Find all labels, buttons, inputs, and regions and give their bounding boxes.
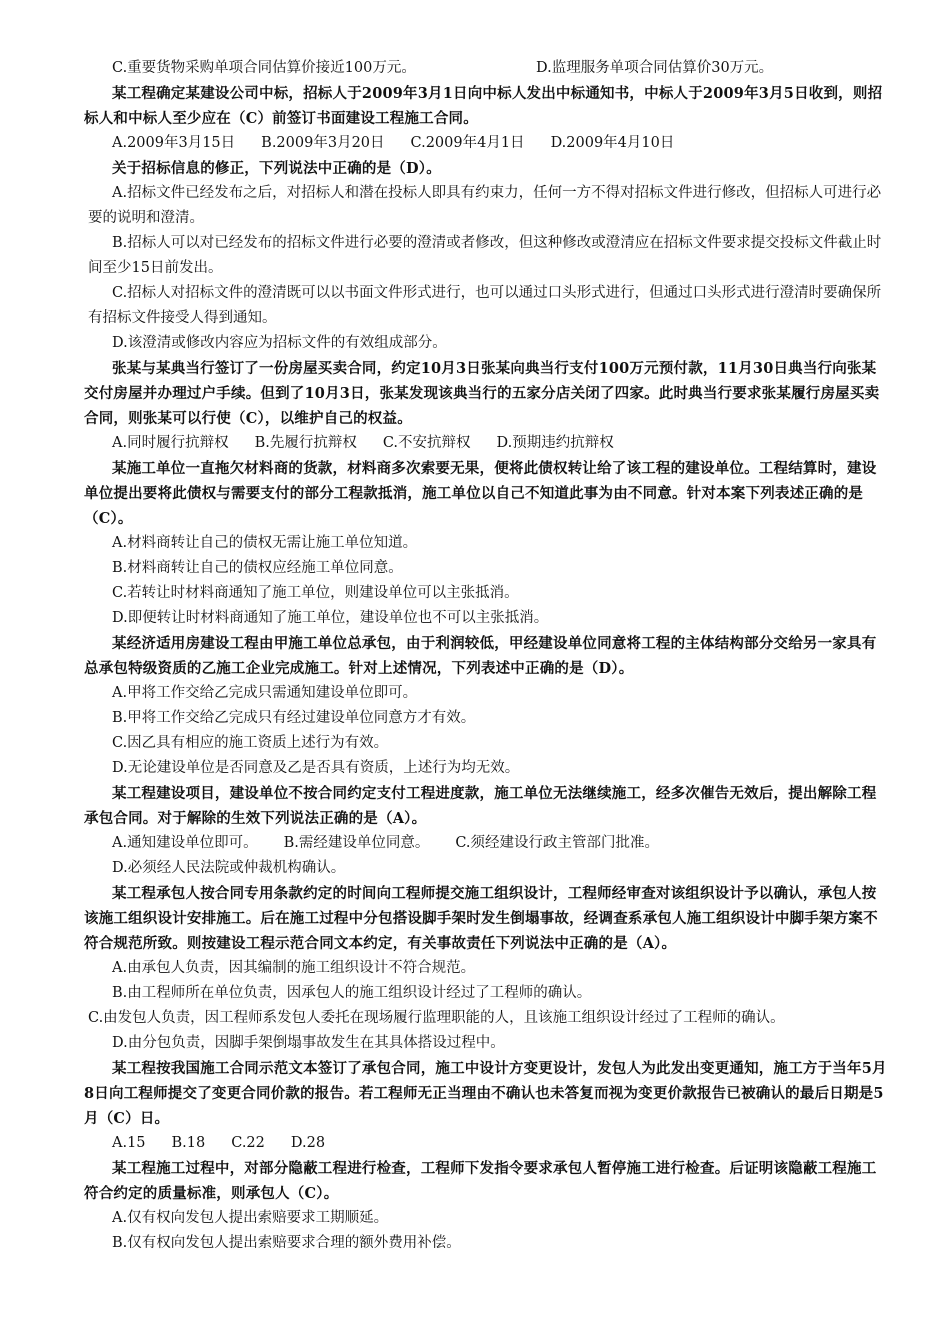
option-d: D.该澄清或修改内容应为招标文件的有效组成部分。	[112, 335, 447, 351]
option-a: A.15	[112, 1135, 146, 1151]
option-text: B.招标人可以对已经发布的招标文件进行必要的澄清或者修改，但这种修改或澄清应在招标文件要求提交投标文件截止时间至少15日前发出。	[88, 235, 882, 276]
option-a: A.材料商转让自己的债权无需让施工单位知道。	[112, 535, 418, 551]
option-b: B.先履行抗辩权	[254, 435, 357, 451]
option-c: C.若转让时材料商通知了施工单位，则建设单位可以主张抵消。	[112, 585, 519, 601]
option-b: B.需经建设单位同意。	[283, 835, 430, 851]
question-stem: 某工程施工过程中，对部分隐蔽工程进行检查，工程师下发指令要求承包人暂停施工进行检查。后证明该隐蔽工程施工符合约定的质量标准，则承包人（C）。	[84, 1160, 877, 1202]
option-a: A.2009年3月15日	[112, 135, 236, 151]
option-d: D.即便转让时材料商通知了施工单位，建设单位也不可以主张抵消。	[112, 610, 549, 626]
option-b: B.材料商转让自己的债权应经施工单位同意。	[112, 560, 403, 576]
option-c: C.不安抗辩权	[382, 435, 471, 451]
option-text: A.招标文件已经发布之后，对招标人和潜在投标人即具有约束力，任何一方不得对招标文件进行修改，但招标人可进行必要的说明和澄清。	[88, 185, 882, 226]
question-stem: 某工程承包人按合同专用条款约定的时间向工程师提交施工组织设计，工程师经审查对该组织设计予以确认，承包人按该施工组织设计安排施工。后在施工过程中分包搭设脚手架时发生倒塌事故，经调查系承包人施工组织设计中脚手架方案不符合规范所致。则按建设工程示范合同文本约定，有关事故责任下列说法中正确的是（A）。	[84, 885, 878, 952]
option-a: A.同时履行抗辩权	[112, 435, 229, 451]
option-row	[88, 131, 890, 156]
option-row	[88, 56, 890, 81]
option-d: D.无论建设单位是否同意及乙是否具有资质，上述行为均无效。	[112, 760, 520, 776]
option-c: C.由发包人负责，因工程师系发包人委托在现场履行监理职能的人，且该施工组织设计经过了工程师的确认。	[88, 1010, 785, 1026]
question-stem: 某工程建设项目，建设单位不按合同约定支付工程进度款，施工单位无法继续施工，经多次催告无效后，提出解除工程承包合同。对于解除的生效下列说法正确的是（A）。	[84, 785, 877, 827]
option-d: D.必须经人民法院或仲裁机构确认。	[112, 860, 346, 876]
option-c: C.因乙具有相应的施工资质上述行为有效。	[112, 735, 389, 751]
option-c	[88, 281, 890, 331]
question-stem: 某工程按我国施工合同示范文本签订了承包合同，施工中设计方变更设计，发包人为此发出变更通知，施工方于当年5月8日向工程师提交了变更合同价款的报告。若工程师无正当理由不确认也未答复而视为变更价款报告已被确认的最后日期是5月（C）日。	[84, 1060, 887, 1127]
option-d: D.28	[290, 1135, 326, 1151]
option-row	[88, 1131, 890, 1156]
question-stem: 某经济适用房建设工程由甲施工单位总承包，由于利润较低，甲经建设单位同意将工程的主体结构部分交给另一家具有总承包特级资质的乙施工企业完成施工。针对上述情况，下列表述中正确的是（D）。	[84, 635, 877, 677]
option-d: D.监理服务单项合同估算价30万元。	[536, 60, 774, 76]
option-b	[88, 231, 890, 281]
option-d: D.由分包负责，因脚手架倒塌事故发生在其具体搭设过程中。	[112, 1035, 505, 1051]
option-a: A.甲将工作交给乙完成只需通知建设单位即可。	[112, 685, 418, 701]
option-d: D.预期违约抗辩权	[496, 435, 614, 451]
option-b: B.2009年3月20日	[261, 135, 385, 151]
option-b: B.18	[171, 1135, 206, 1151]
option-row	[88, 831, 890, 856]
option-c: C.22	[231, 1135, 265, 1151]
question-stem: 某施工单位一直拖欠材料商的货款，材料商多次索要无果，便将此债权转让给了该工程的建设单位。工程结算时，建设单位提出要将此债权与需要支付的部分工程款抵消，施工单位以自己不知道此事为由不同意。针对本案下列表述正确的是（C）。	[84, 460, 877, 527]
option-b: B.仅有权向发包人提出索赔要求合理的额外费用补偿。	[112, 1235, 461, 1251]
option-a: A.通知建设单位即可。	[112, 835, 258, 851]
option-b: B.由工程师所在单位负责，因承包人的施工组织设计经过了工程师的确认。	[112, 985, 592, 1001]
option-c: C.2009年4月1日	[410, 135, 525, 151]
question-stem: 张某与某典当行签订了一份房屋买卖合同，约定10月3日张某向典当行支付100万元预付款，11月30日典当行向张某交付房屋并办理过户手续。但到了10月3日，张某发现该典当行的五家分店关闭了四家。此时典当行要求张某履行房屋买卖合同，则张某可以行使（C），以维护自己的权益。	[84, 360, 880, 427]
option-row	[88, 431, 890, 456]
option-b: B.甲将工作交给乙完成只有经过建设单位同意方才有效。	[112, 710, 476, 726]
option-c: C.重要货物采购单项合同估算价接近100万元。	[112, 60, 416, 76]
option-a: A.仅有权向发包人提出索赔要求工期顺延。	[112, 1210, 389, 1226]
option-a	[88, 181, 890, 231]
question-stem: 某工程确定某建设公司中标，招标人于2009年3月1日向中标人发出中标通知书，中标人于2009年3月5日收到，则招标人和中标人至少应在（C）前签订书面建设工程施工合同。	[84, 85, 883, 127]
question-stem: 关于招标信息的修正，下列说法中正确的是（D）。	[112, 160, 441, 177]
option-a: A.由承包人负责，因其编制的施工组织设计不符合规范。	[112, 960, 476, 976]
option-d: D.2009年4月10日	[550, 135, 675, 151]
option-text: C.招标人对招标文件的澄清既可以以书面文件形式进行，也可以通过口头形式进行，但通过口头形式进行澄清时要确保所有招标文件接受人得到通知。	[88, 285, 882, 326]
option-c: C.须经建设行政主管部门批准。	[455, 835, 660, 851]
